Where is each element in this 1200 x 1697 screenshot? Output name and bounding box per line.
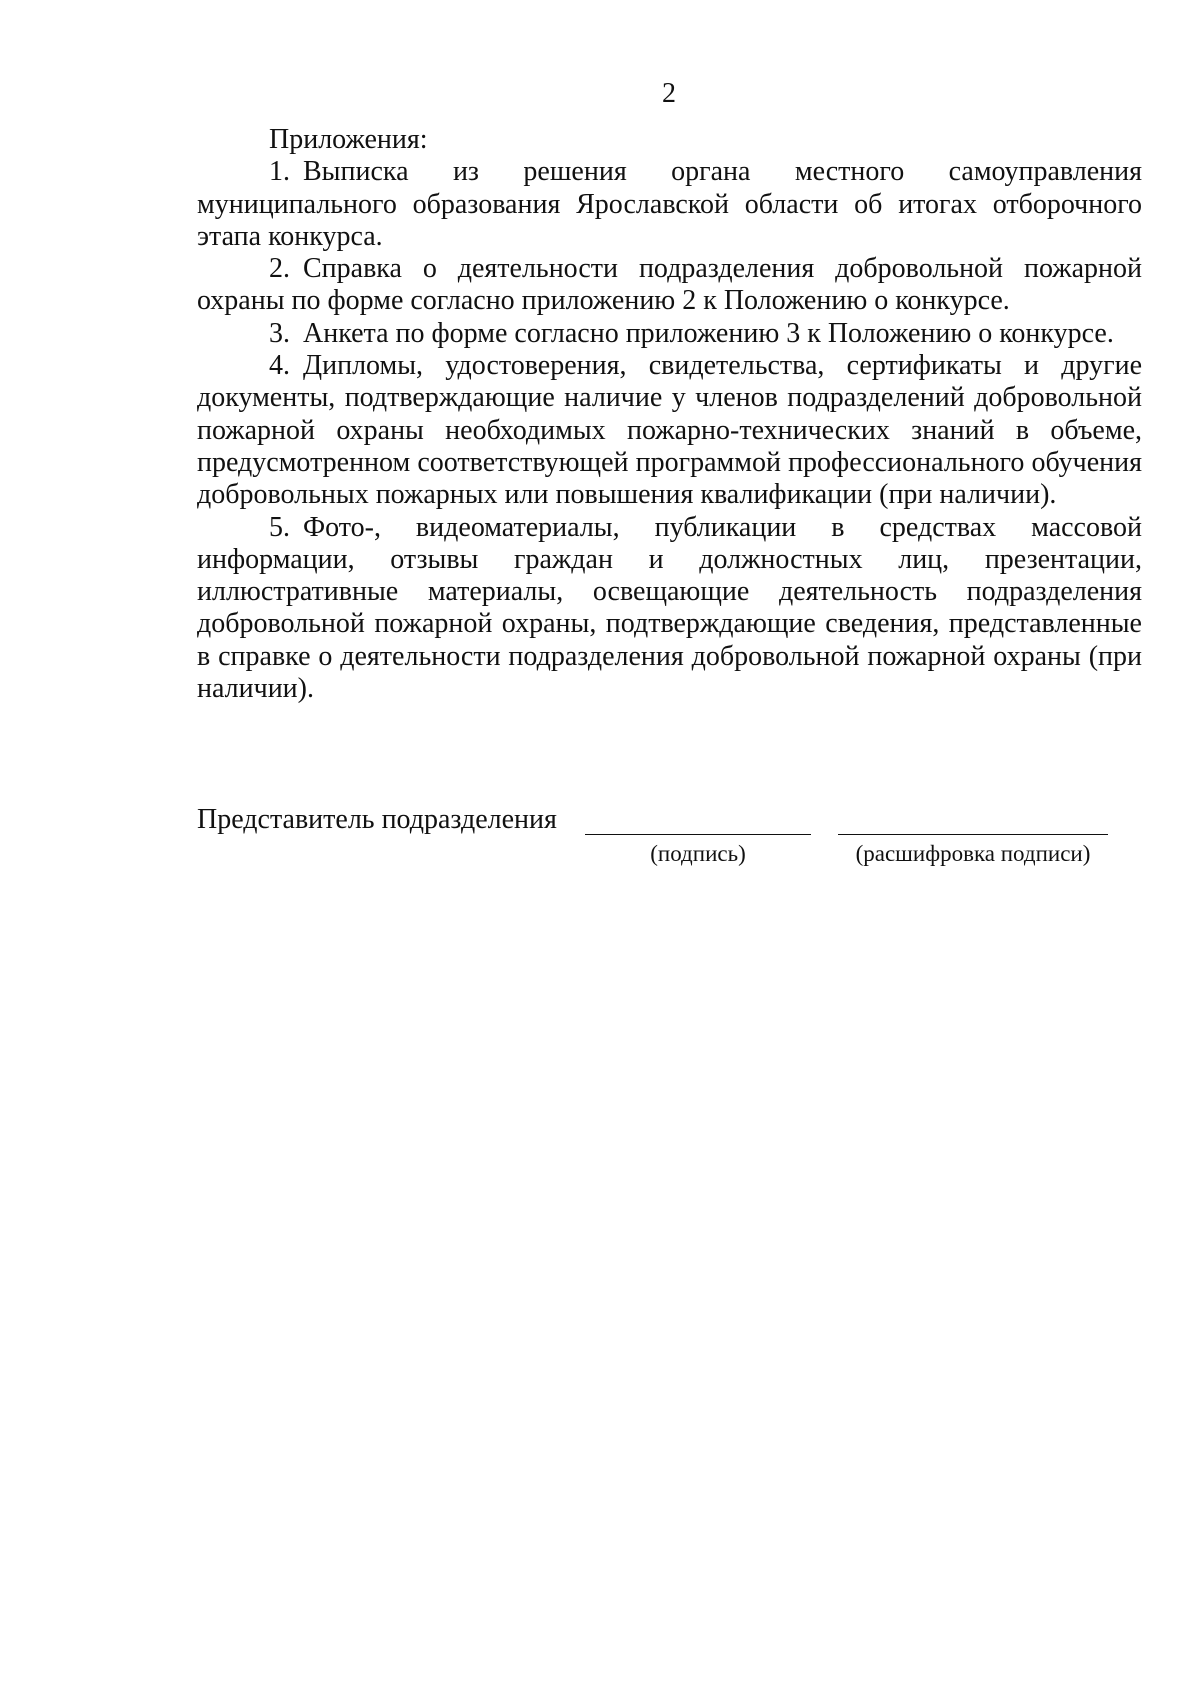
attachments-heading: Приложения: [269,124,428,155]
signature-block [197,804,1142,874]
item-number: 5. [269,511,290,543]
item-text: Выписка из решения органа местного самоуправления муниципального образования Ярославской области об итогах отборочного этапа конкурса. [197,156,1142,252]
signature-decode-line [838,834,1108,835]
item-number: 1. [269,156,290,188]
signature-decode-caption: (расшифровка подписи) [855,841,1091,866]
item-text: Фото-, видеоматериалы, публикации в средствах массовой информации, отзывы граждан и должностных лиц, презентации, иллюстративные материалы, освещающие деятельность подразделения добровольной пожарной охраны, подтверждающие сведения, представленные в справке о деятельности подразделения добровольной пожарной охраны (при наличии). [197,511,1142,705]
attachment-item-4 [197,350,1142,511]
item-number: 3. [269,317,290,349]
attachment-item-5 [197,512,1142,706]
attachments-section [197,124,1142,705]
item-number: 2. [269,253,290,285]
attachment-item-2 [197,253,1142,318]
item-text: Справка о деятельности подразделения добровольной пожарной охраны по форме согласно приложению 2 к Положению о конкурсе. [197,253,1142,317]
signature-label: Представитель подразделения [197,804,557,835]
attachment-item-3 [197,318,1142,350]
page-number: 2 [662,78,676,109]
item-number: 4. [269,350,290,382]
item-text: Дипломы, удостоверения, свидетельства, сертификаты и другие документы, подтверждающие наличие у членов подразделений добровольной пожарной охраны необходимых пожарно-технических знаний в объеме, предусмотренном соответствующей программой профессионального обучения добровольных пожарных или повышения квалификации (при наличии). [197,350,1142,511]
attachment-item-1 [197,156,1142,253]
signature-line [585,834,811,835]
item-text: Анкета по форме согласно приложению 3 к Положению о конкурсе. [303,317,1114,349]
signature-caption: (подпись) [650,841,746,866]
